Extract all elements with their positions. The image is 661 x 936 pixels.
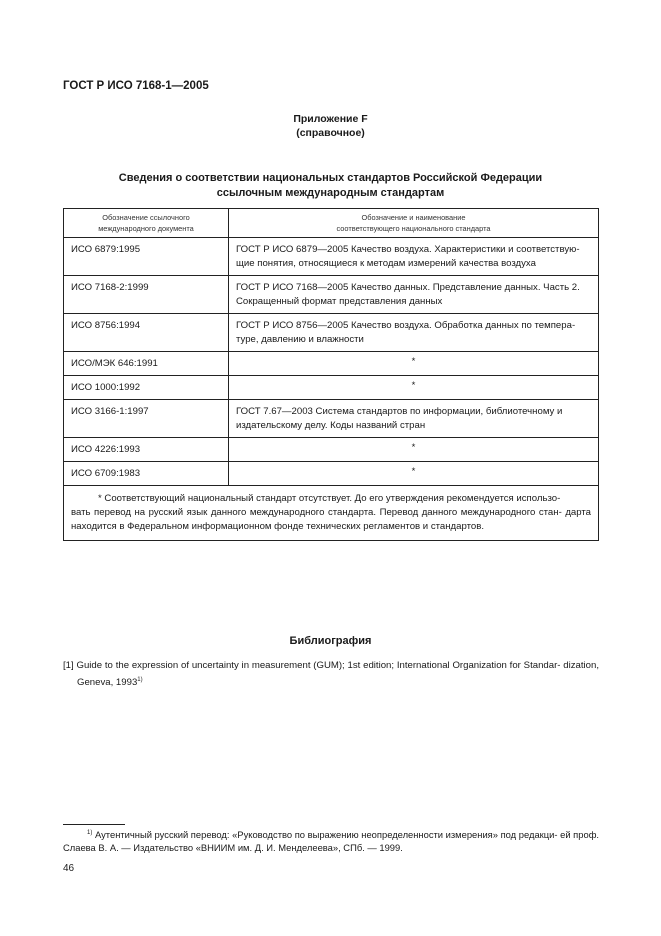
international-document-cell: ИСО 1000:1992 bbox=[64, 376, 229, 400]
table-row bbox=[64, 438, 599, 462]
international-document-cell: ИСО 8756:1994 bbox=[64, 314, 229, 352]
international-document-cell: ИСО 6879:1995 bbox=[64, 238, 229, 276]
international-document-cell: ИСО 4226:1993 bbox=[64, 438, 229, 462]
table-note-row bbox=[64, 486, 599, 541]
bibliography-title: Библиография bbox=[289, 635, 372, 647]
international-document-cell: ИСО 6709:1983 bbox=[64, 462, 229, 486]
table-row bbox=[64, 352, 599, 376]
national-standard-cell: ГОСТ Р ИСО 6879—2005 Качество воздуха. Характеристики и соответствую- щие понятия, относящиеся к методам измерений качества воздуха bbox=[229, 238, 599, 276]
table-row bbox=[64, 238, 599, 276]
table-header-row bbox=[64, 209, 599, 238]
table-row bbox=[64, 376, 599, 400]
table-row bbox=[64, 400, 599, 438]
section-title-line: Сведения о соответствии национальных стандартов Российской Федерации bbox=[118, 172, 543, 184]
table-row bbox=[64, 314, 599, 352]
no-national-standard-mark: * bbox=[229, 438, 599, 462]
appendix-title: Приложение F bbox=[293, 113, 368, 125]
national-standard-cell: ГОСТ 7.67—2003 Система стандартов по информации, библиотечному и издательскому делу. Коды названий стран bbox=[229, 400, 599, 438]
footnote-reference: 1) bbox=[137, 677, 143, 683]
section-title bbox=[0, 171, 661, 201]
appendix-kind: (справочное) bbox=[296, 127, 365, 139]
bibliography-entry-label: [1] bbox=[63, 660, 74, 671]
no-national-standard-mark: * bbox=[229, 462, 599, 486]
footnote-separator bbox=[63, 824, 125, 825]
no-national-standard-mark: * bbox=[229, 352, 599, 376]
document-code: ГОСТ Р ИСО 7168-1—2005 bbox=[63, 80, 209, 92]
international-document-cell: ИСО 7168-2:1999 bbox=[64, 276, 229, 314]
column-header-international: Обозначение ссылочного международного документа bbox=[64, 209, 229, 238]
national-standard-cell: ГОСТ Р ИСО 7168—2005 Качество данных. Представление данных. Часть 2. Сокращенный формат представления данных bbox=[229, 276, 599, 314]
table-note: * Соответствующий национальный стандарт отсутствует. До его утверждения рекомендуется использо- вать перевод на русский язык данного международного стандарта. Перевод данного международного стан- дарта находится в Федеральном информационном фонде технических регламентов и стандартов. bbox=[64, 486, 599, 541]
table-row bbox=[64, 276, 599, 314]
section-title-line: ссылочным международным стандартам bbox=[216, 187, 445, 199]
table-row bbox=[64, 462, 599, 486]
page-number: 46 bbox=[63, 863, 75, 874]
appendix-heading bbox=[0, 112, 661, 140]
national-standard-cell: ГОСТ Р ИСО 8756—2005 Качество воздуха. Обработка данных по темпера- туре, давлению и влажности bbox=[229, 314, 599, 352]
correspondence-table bbox=[63, 208, 599, 541]
bibliography-entry: [1] Guide to the expression of uncertainty in measurement (GUM); 1st edition; International Organization for Standar- dization, Geneva, 1993$^{1)}$ bbox=[63, 660, 600, 688]
column-header-national: Обозначение и наименование соответствующего национального стандарта bbox=[229, 209, 599, 238]
international-document-cell: ИСО 3166-1:1997 bbox=[64, 400, 229, 438]
footnote: $^{1)}$ Аутентичный русский перевод: «Руководство по выражению неопределенности измерения» под редакци- ей проф. Слаева В. А. — Издательство «ВНИИМ им. Д. И. Менделеева», СПб. — 1999. bbox=[63, 829, 600, 853]
footnote-marker: 1) bbox=[87, 830, 93, 836]
international-document-cell: ИСО/МЭК 646:1991 bbox=[64, 352, 229, 376]
no-national-standard-mark: * bbox=[229, 376, 599, 400]
